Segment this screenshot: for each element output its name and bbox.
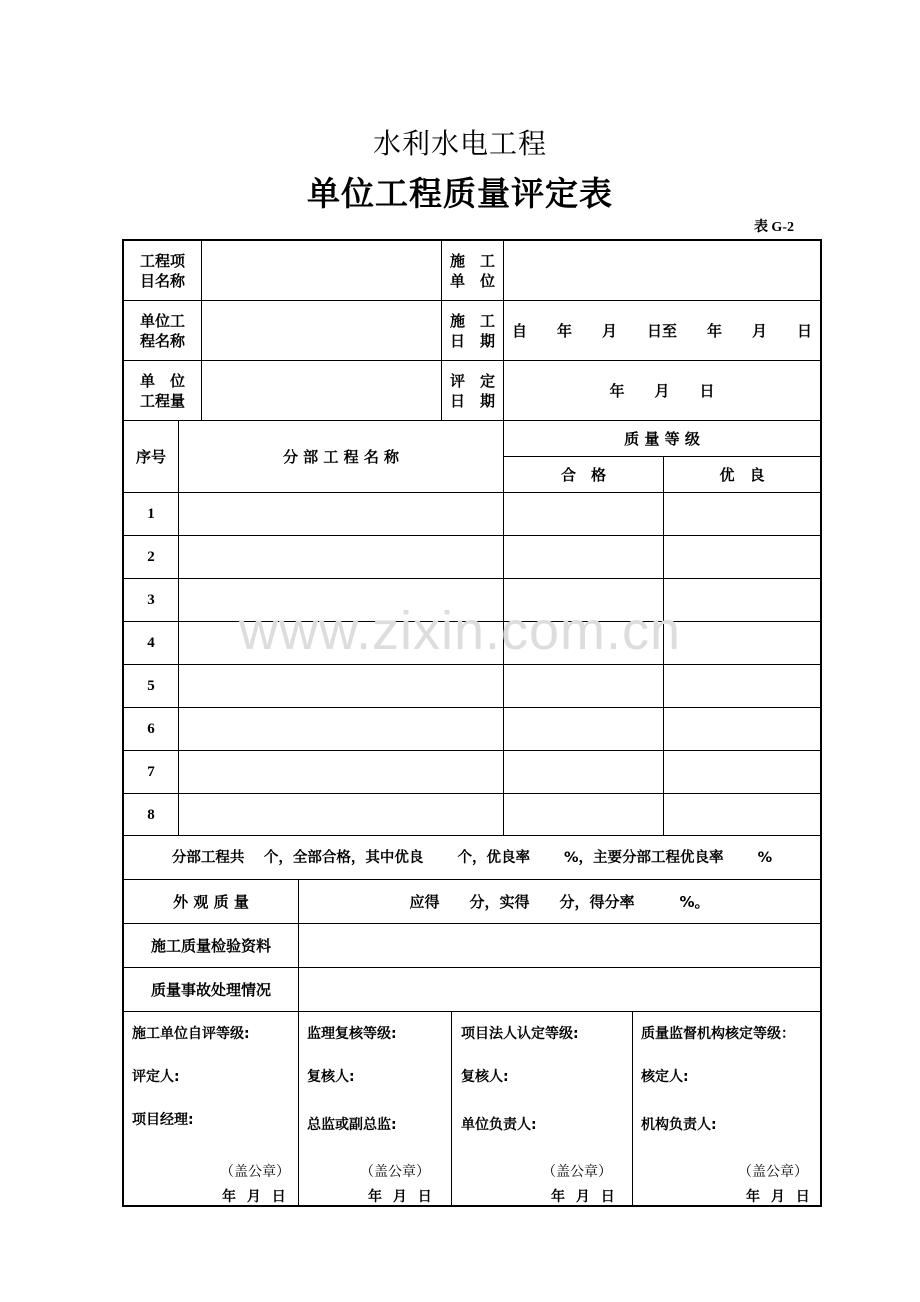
accident-label: 质量事故处理情况: [150, 980, 271, 999]
project-name-value[interactable]: [202, 241, 441, 300]
project-name-label: 工程项 目名称: [139, 251, 185, 290]
construction-unit-value[interactable]: [504, 241, 820, 300]
table-row-seq: 2: [147, 549, 155, 565]
division-name-header: 分 部 工 程 名 称: [282, 447, 400, 466]
table-row-seq: 4: [147, 635, 155, 651]
form-code: 表 G-2: [753, 220, 794, 235]
date-label: 年 月 日: [746, 1189, 810, 1205]
reviewer-label: 复核人:: [307, 1069, 355, 1085]
project-manager-label: 项目经理:: [132, 1112, 194, 1128]
date-label: 年 月 日: [222, 1189, 286, 1205]
excellent-header: 优 良: [719, 465, 765, 484]
table-row-seq: 1: [147, 506, 155, 522]
unit-head-label: 单位负责人:: [461, 1117, 537, 1133]
inspection-value[interactable]: [299, 924, 820, 967]
table-row-seq: 6: [147, 721, 155, 737]
appearance-value[interactable]: 应得 分，实得 分，得分率 %。: [409, 892, 710, 911]
date-label: 年 月 日: [551, 1189, 615, 1205]
supervision-agency-grade-label: 质量监督机构核定等级：: [641, 1026, 795, 1042]
supervision-grade-label: 监理复核等级:: [307, 1026, 397, 1042]
pass-header: 合 格: [560, 465, 606, 484]
self-eval-grade-label: 施工单位自评等级:: [132, 1026, 250, 1042]
eval-date-value[interactable]: 年 月 日: [609, 381, 715, 400]
eval-date-label: 评 定 日 期: [449, 371, 495, 410]
table-row-seq: 3: [147, 592, 155, 608]
table-row-seq: 8: [147, 806, 155, 823]
chief-supervisor-label: 总监或副总监:: [307, 1117, 397, 1133]
unit-quantity-value[interactable]: [202, 361, 441, 420]
quality-grade-header: 质 量 等 级: [624, 429, 700, 448]
seal-label: （盖公章）: [220, 1164, 290, 1180]
table-row-seq: 5: [147, 678, 155, 694]
table-row-seq: 7: [147, 764, 155, 780]
unit-project-name-label: 单位工 程名称: [139, 311, 185, 350]
construction-date-label: 施 工 日 期: [449, 311, 495, 350]
date-label: 年 月 日: [368, 1189, 432, 1205]
summary-row: 分部工程共 个，全部合格，其中优良 个，优良率 %，主要分部工程优良率 %: [171, 849, 773, 866]
seal-label: （盖公章）: [738, 1164, 808, 1180]
watermark: www.zixin.com.cn: [238, 601, 682, 661]
unit-project-name-value[interactable]: [202, 301, 441, 360]
form-subtitle: 水利水电工程: [372, 127, 547, 160]
form-title: 单位工程质量评定表: [307, 174, 613, 213]
agency-head-label: 机构负责人:: [641, 1117, 717, 1133]
unit-quantity-label: 单 位 工程量: [139, 371, 185, 410]
accident-value[interactable]: [299, 968, 820, 1011]
construction-unit-label: 施 工 单 位: [449, 251, 495, 290]
seal-label: （盖公章）: [542, 1164, 612, 1180]
reviewer-label: 复核人:: [461, 1069, 509, 1085]
evaluation-table: [122, 239, 822, 1207]
construction-date-value[interactable]: 自 年 月 日至 年 月 日: [511, 321, 812, 340]
seal-label: （盖公章）: [360, 1164, 430, 1180]
evaluator-label: 评定人:: [132, 1069, 180, 1085]
inspection-label: 施工质量检验资料: [150, 936, 271, 955]
seq-header: 序号: [135, 447, 166, 466]
owner-grade-label: 项目法人认定等级:: [461, 1026, 579, 1042]
appearance-label: 外 观 质 量: [173, 892, 249, 911]
verifier-label: 核定人:: [641, 1069, 689, 1085]
